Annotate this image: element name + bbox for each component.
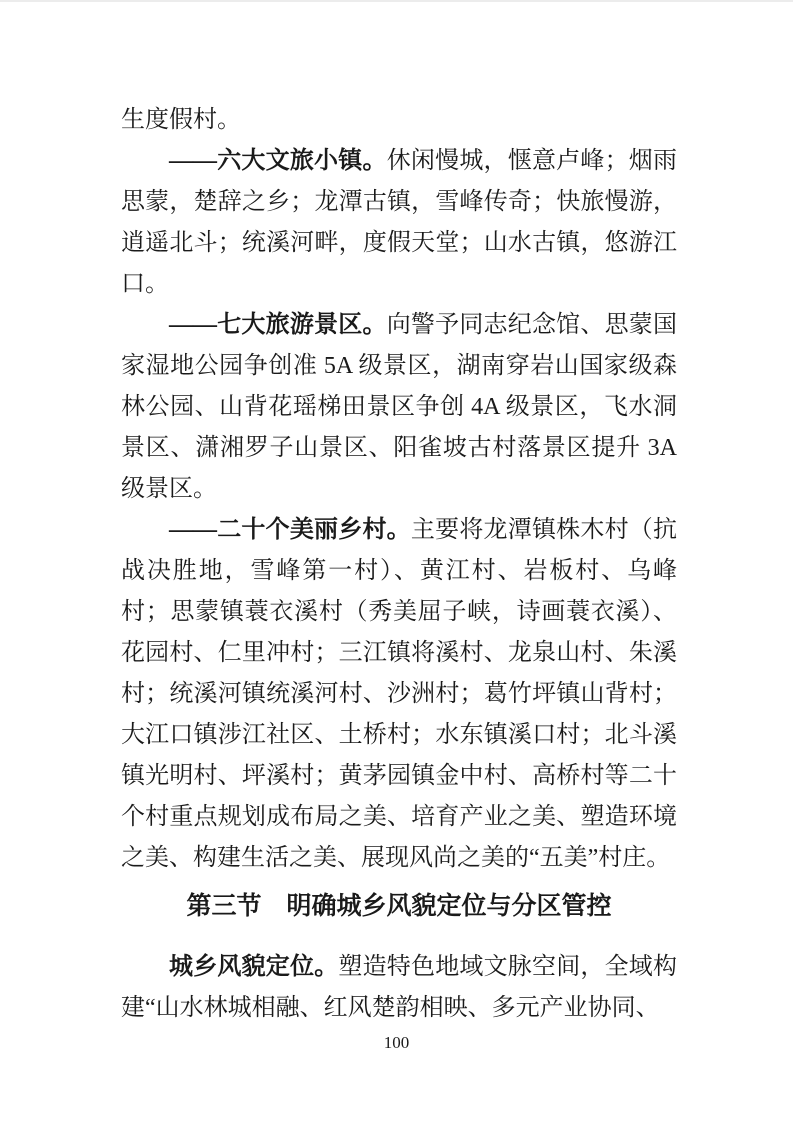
paragraph-seven-scenic-areas — [121, 305, 677, 510]
paragraph-twenty-villages — [121, 510, 677, 879]
paragraph-six-towns — [121, 141, 677, 305]
paragraph-lead: ——二十个美丽乡村。 — [169, 517, 411, 543]
paragraph-style-positioning — [121, 947, 677, 1029]
paragraph-continuation — [121, 100, 677, 141]
section-heading: 第三节 明确城乡风貌定位与分区管控 — [186, 892, 612, 920]
paragraph-text: 休闲慢城，惬意卢峰；烟雨思蒙，楚辞之乡；龙潭古镇，雪峰传奇；快旅慢游，逍遥北斗；统溪河畔，度假天堂；山水古镇，悠游江口。 — [121, 148, 678, 297]
page-number: 100 — [383, 1033, 410, 1052]
paragraph-lead: ——七大旅游景区。 — [169, 312, 387, 338]
paragraph-text: 向警予同志纪念馆、思蒙国家湿地公园争创准 5A 级景区，湖南穿岩山国家级森林公园、山背花瑶梯田景区争创 4A 级景区，飞水洞景区、潇湘罗子山景区、阳雀坡古村落景区提升 3A 级景区。 — [121, 312, 678, 502]
paragraph-lead: ——六大文旅小镇。 — [169, 148, 387, 174]
paragraph-text: 塑造特色地域文脉空间，全域构建“山水林城相融、红风楚韵相映、多元产业协同、 — [121, 954, 678, 1021]
text-block — [121, 100, 677, 1029]
paragraph-lead: 城乡风貌定位。 — [169, 954, 339, 980]
paragraph-text: 生度假村。 — [121, 107, 241, 133]
paragraph-text: 主要将龙潭镇株木村（抗战决胜地，雪峰第一村）、黄江村、岩板村、乌峰村；思蒙镇蓑衣溪村（秀美屈子峡，诗画蓑衣溪）、花园村、仁里冲村；三江镇将溪村、龙泉山村、朱溪村；统溪河镇统溪河村、沙洲村；葛竹坪镇山背村；大江口镇涉江社区、土桥村；水东镇溪口村；北斗溪镇光明村、坪溪村；黄茅园镇金中村、高桥村等二十个村重点规划成布局之美、培育产业之美、塑造环境之美、构建生活之美、展现风尚之美的“五美”村庄。 — [121, 517, 678, 871]
